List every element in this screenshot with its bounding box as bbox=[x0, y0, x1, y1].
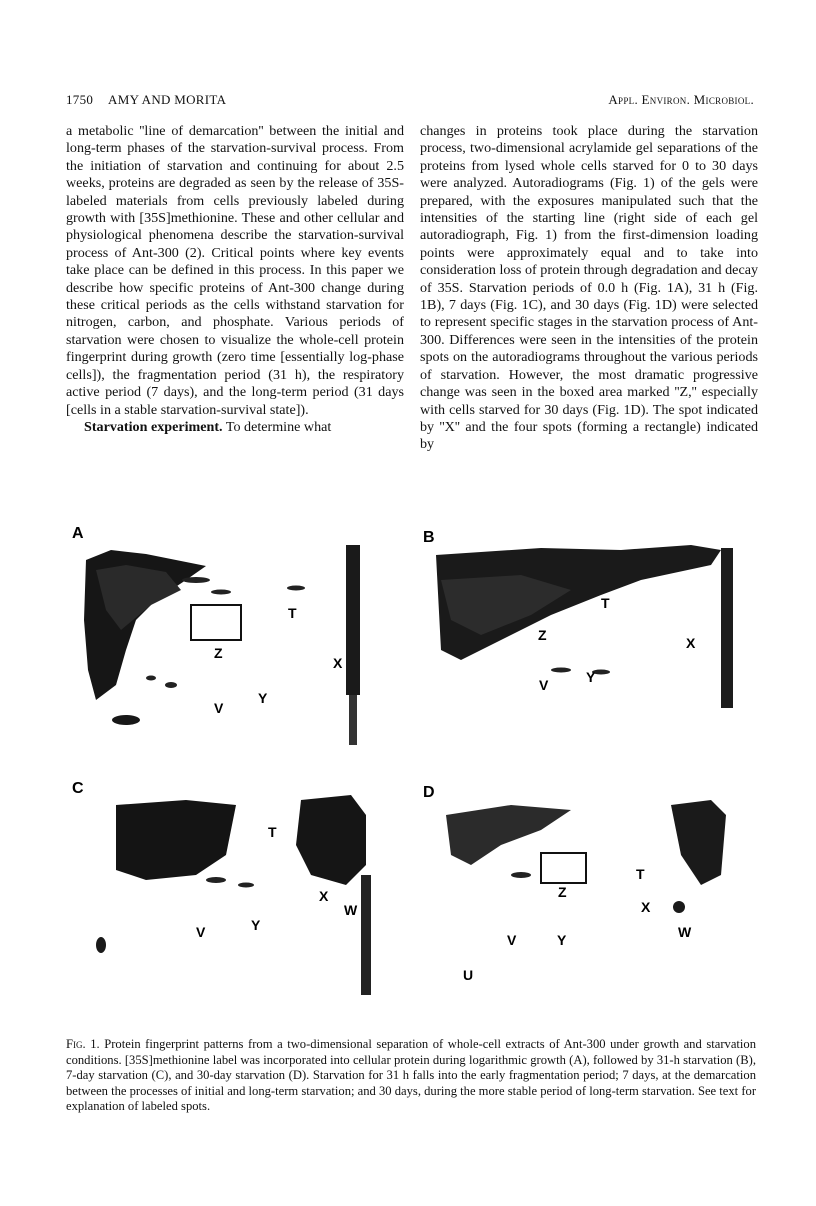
right-text-column bbox=[420, 123, 758, 454]
gel-smear bbox=[671, 800, 726, 885]
boxed-area-z bbox=[541, 853, 586, 883]
autoradiogram-c bbox=[66, 775, 396, 1010]
section-heading-starvation-experiment: Starvation experiment. bbox=[84, 418, 223, 435]
spot-label-v: V bbox=[507, 932, 517, 948]
spot-label-z: Z bbox=[558, 884, 567, 900]
spot-label-y: Y bbox=[557, 932, 567, 948]
protein-spot bbox=[96, 937, 106, 953]
spot-label-x: X bbox=[333, 655, 343, 671]
spot-label-t: T bbox=[268, 824, 277, 840]
protein-spot bbox=[511, 872, 531, 878]
panel-label-d: D bbox=[423, 784, 435, 801]
caption-text: Protein fingerprint patterns from a two-dimensional separation of whole-cell extracts of Ant-300 under growth and starvation conditions. [35S]methionine label was incorporated into cellular protein during logarithmic growth (A), followed by 31-h starvation (B), 7-day starvation (C), and 30-day starvation (D). Starvation for 31 h falls into the early fragmentation period; 7 days, at the demarcation between the processes of initial and long-term starvation; and 30 days, during the more stable period of long-term starvation. See text for explanation of labeled spots. bbox=[66, 1037, 757, 1114]
journal-name: Appl. Environ. Microbiol. bbox=[608, 92, 754, 107]
protein-spot bbox=[206, 877, 226, 883]
left-paragraph-2 bbox=[66, 419, 404, 436]
gel-smear bbox=[296, 795, 366, 885]
protein-spot bbox=[112, 715, 140, 725]
protein-spot bbox=[182, 577, 210, 583]
left-text-column bbox=[66, 123, 404, 436]
gel-smear bbox=[116, 800, 236, 880]
spot-label-w: W bbox=[678, 924, 692, 940]
autoradiogram-d bbox=[421, 775, 751, 1010]
page-number: 1750 bbox=[66, 92, 94, 107]
gel-panel-b bbox=[421, 520, 751, 755]
protein-spot bbox=[287, 586, 305, 591]
left-paragraph-2-text: To determine what bbox=[225, 418, 332, 435]
spot-label-x: X bbox=[319, 888, 329, 904]
spot-label-z: Z bbox=[538, 627, 547, 643]
spot-label-v: V bbox=[214, 700, 224, 716]
spot-label-y: Y bbox=[251, 917, 261, 933]
spot-label-y: Y bbox=[258, 690, 268, 706]
boxed-area-z bbox=[191, 605, 241, 640]
protein-spot bbox=[211, 590, 231, 595]
starting-line bbox=[721, 548, 733, 708]
figure-caption bbox=[66, 1037, 756, 1115]
spot-label-v: V bbox=[539, 677, 549, 693]
protein-spot bbox=[165, 682, 177, 688]
spot-label-t: T bbox=[288, 605, 297, 621]
panel-label-b: B bbox=[423, 529, 435, 546]
starting-line bbox=[346, 545, 360, 695]
gel-panel-c bbox=[66, 775, 396, 1010]
protein-spot bbox=[146, 676, 156, 681]
spot-label-z: Z bbox=[214, 645, 223, 661]
starting-line bbox=[349, 695, 357, 745]
autoradiogram-b bbox=[421, 520, 751, 755]
spot-label-t: T bbox=[636, 866, 645, 882]
right-paragraph-1: changes in proteins took place during the starvation process, two-dimensional acrylamide gel separations of the proteins from lysed whole cells starved for 0 to 30 days were analyzed. Autoradiograms (Fig. 1) of the gels were prepared, with the exposures manipulated such that the intensities of the starting line (right side of each gel autoradiograph, Fig. 1) from the first-dimension loading points were approximately equal and to take into consideration loss of protein through degradation and decay of 35S. Starvation periods of 0.0 h (Fig. 1A), 31 h (Fig. 1B), 7 days (Fig. 1C), and 30 days (Fig. 1D) were selected to represent specific stages in the starvation process of Ant-300. Differences were seen in the intensities of the protein spots on the autoradiograms throughout the various periods of starvation. However, the most dramatic progressive change was seen in the boxed area marked ''Z,'' especially with cells starved for 30 days (Fig. 1D). The spot indicated by ''X'' and the four spots (forming a rectangle) indicated by bbox=[420, 123, 758, 453]
running-header-left bbox=[66, 92, 226, 108]
spot-label-y: Y bbox=[586, 669, 596, 685]
figure-1 bbox=[66, 520, 756, 1020]
spot-label-t: T bbox=[601, 595, 610, 611]
spot-label-v: V bbox=[196, 924, 206, 940]
starting-line bbox=[361, 875, 371, 995]
autoradiogram-a bbox=[66, 520, 396, 755]
spot-label-u: U bbox=[463, 967, 474, 983]
author-names: AMY AND MORITA bbox=[108, 92, 227, 107]
gel-panel-d bbox=[421, 775, 751, 1010]
spot-label-w: W bbox=[344, 902, 358, 918]
figure-label: Fig. 1. bbox=[66, 1037, 100, 1051]
panel-label-c: C bbox=[72, 780, 84, 797]
gel-panel-a bbox=[66, 520, 396, 755]
protein-spot bbox=[238, 883, 254, 888]
panel-label-a: A bbox=[72, 525, 84, 542]
left-paragraph-1: a metabolic ''line of demarcation'' between the initial and long-term phases of the starvation-survival process. From the initiation of starvation and continuing for about 2.5 weeks, proteins are degraded as seen by the release of 35S-labeled materials from cells previously labeled during growth with [35S]methionine. These and other cellular and physiological phenomena describe the starvation-survival process of Ant-300 (2). Critical points where key events take place can be defined in this process. In this paper we describe how specific proteins of Ant-300 change during these critical periods as the cells withstand starvation for nitrogen, carbon, and phosphate. Various periods of starvation were chosen to visualize the whole-cell protein fingerprint during growth (zero time [essentially log-phase cells]), the fragmentation period (31 h), the respiratory active period (7 days), and the long-term period (31 days [cells in a stable starvation-survival state]). bbox=[66, 123, 404, 418]
gel-smear bbox=[446, 805, 571, 865]
spot-label-x: X bbox=[641, 899, 651, 915]
protein-spot bbox=[551, 668, 571, 673]
spot-label-x: X bbox=[686, 635, 696, 651]
protein-spot bbox=[673, 901, 685, 913]
